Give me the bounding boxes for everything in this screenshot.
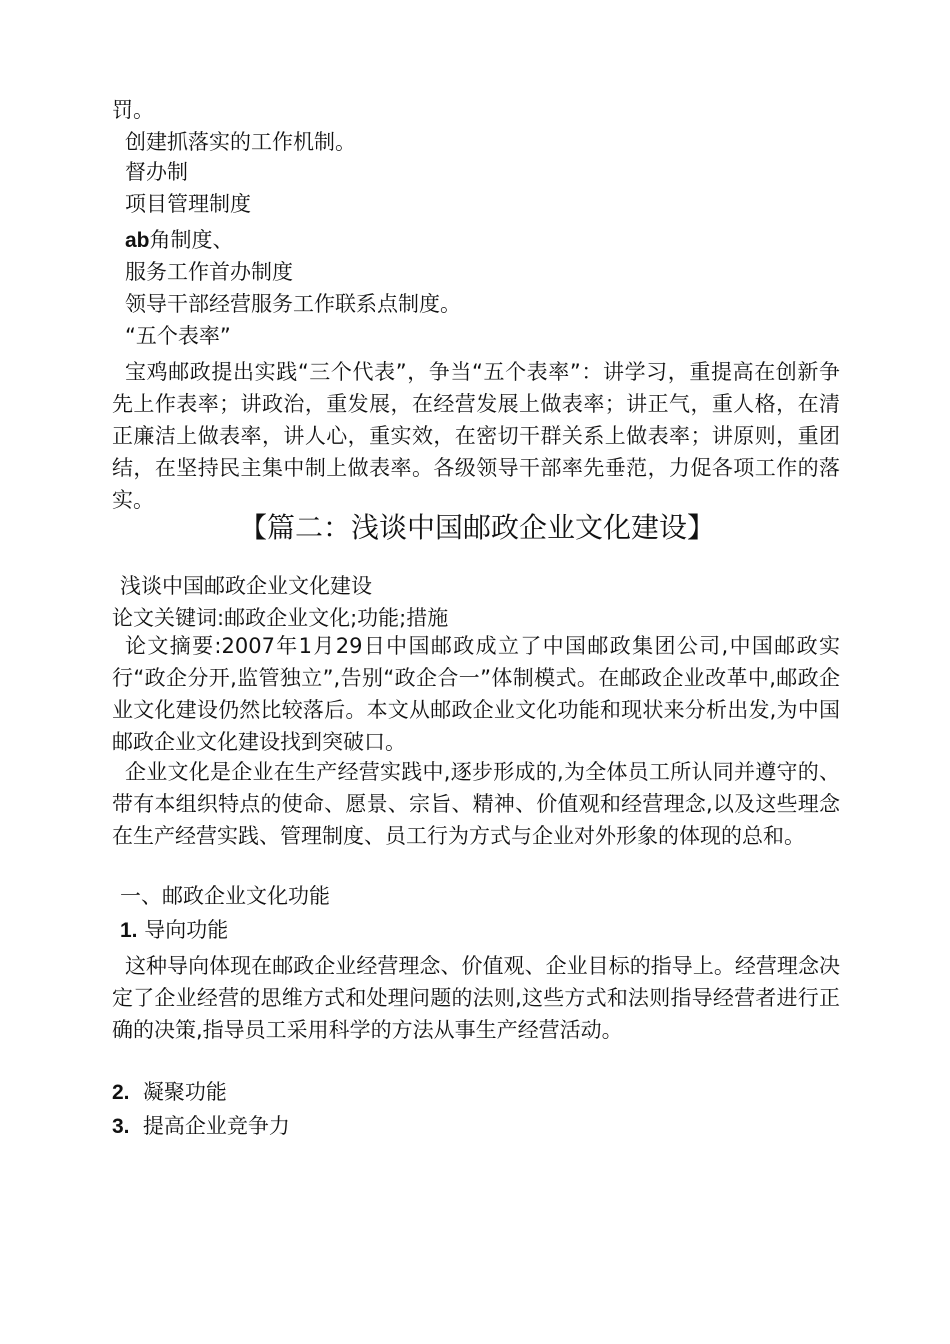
text-line-5-prefix: ab — [125, 229, 150, 252]
text-line-2: 创建抓落实的工作机制。 — [125, 130, 356, 154]
text-line-3: 督办制 — [125, 160, 188, 184]
text-line-5-text: 角制度、 — [149, 228, 234, 252]
item-3-label: 提高企业竞争力 — [142, 1114, 290, 1138]
item-3-heading — [112, 1110, 842, 1143]
item-1-label: 导向功能 — [144, 918, 229, 942]
article-keywords: 论文关键词:邮政企业文化;功能;措施 — [112, 606, 449, 630]
item-1-heading — [120, 914, 850, 947]
article-title: 浅谈中国邮政企业文化建设 — [120, 574, 372, 598]
item-2-label: 凝聚功能 — [142, 1080, 227, 1104]
text-line-4: 项目管理制度 — [125, 192, 251, 216]
text-line-1: 罚。 — [112, 98, 154, 122]
text-line-5 — [125, 224, 855, 257]
text-line-8: “五个表率” — [125, 324, 231, 348]
article-abstract: 论文摘要:2007年1月29日中国邮政成立了中国邮政集团公司,中国邮政实行“政企分开,监管独立”,告别“政企合一”体制模式。在邮政企业改革中,邮政企业文化建设仍然比较落后。本文从邮政企业文化功能和现状来分析出发,为中国邮政企业文化建设找到突破口。 — [112, 634, 840, 754]
paragraph-five-models: 宝鸡邮政提出实践“三个代表”，争当“五个表率”：讲学习，重提高在创新争先上作表率；讲政治，重发展，在经营发展上做表率；讲正气，重人格，在清正廉洁上做表率，讲人心，重实效，在密切干群关系上做表率；讲原则，重团结，在坚持民主集中制上做表率。各级领导干部率先垂范，力促各项工作的落实。 — [112, 360, 840, 512]
item-1-number: 1. — [120, 919, 138, 942]
item-2-heading — [112, 1076, 842, 1109]
section-heading: 【篇二：浅谈中国邮政企业文化建设】 — [238, 511, 715, 544]
item-2-number: 2. — [112, 1081, 130, 1104]
article-definition: 企业文化是企业在生产经营实践中,逐步形成的,为全体员工所认同并遵守的、带有本组织特点的使命、愿景、宗旨、精神、价值观和经营理念,以及这些理念在生产经营实践、管理制度、员工行为方式与企业对外形象的体现的总和。 — [112, 760, 840, 848]
section-1-title: 一、邮政企业文化功能 — [120, 884, 330, 908]
text-line-7: 领导干部经营服务工作联系点制度。 — [125, 292, 461, 316]
item-3-number: 3. — [112, 1115, 130, 1138]
item-1-text: 这种导向体现在邮政企业经营理念、价值观、企业目标的指导上。经营理念决定了企业经营的思维方式和处理问题的法则,这些方式和法则指导经营者进行正确的决策,指导员工采用科学的方法从事生产经营活动。 — [112, 954, 840, 1042]
text-line-6: 服务工作首办制度 — [125, 260, 293, 284]
